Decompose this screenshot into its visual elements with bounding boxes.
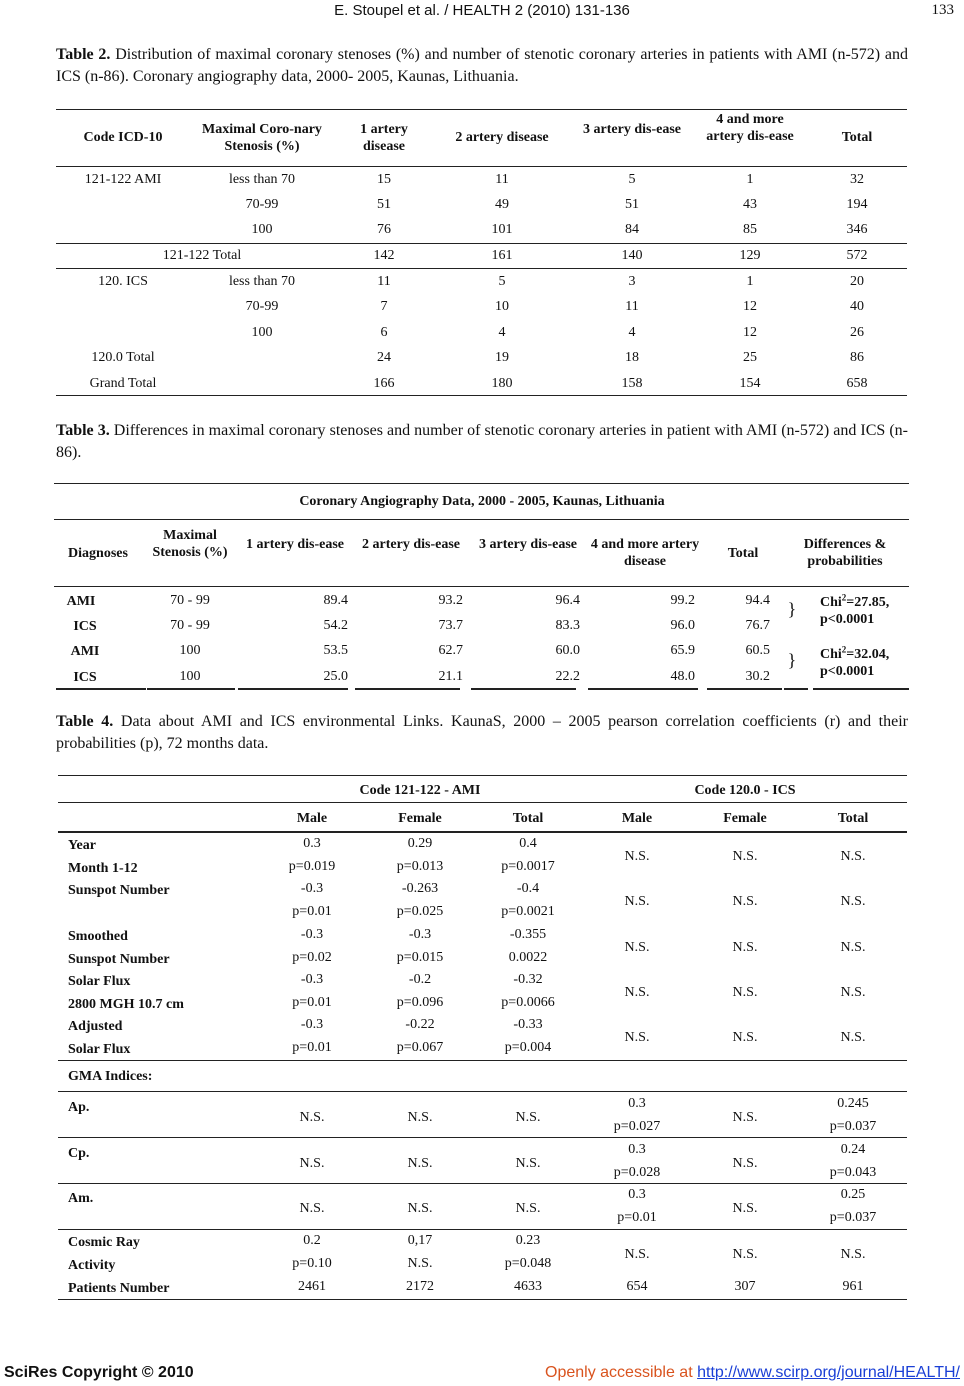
table3-value: 83.3 [555, 618, 580, 633]
table4-p: p=0.015 [396, 950, 444, 965]
table3-value: 25.0 [323, 669, 348, 684]
table3-value: 21.1 [438, 669, 463, 684]
chi-label: Chi [820, 595, 842, 610]
table4-value: N.S. [840, 849, 866, 864]
table2-cell: 51 [625, 197, 639, 212]
table4-value: N.S. [407, 1201, 433, 1216]
table2-cell: 121-122 AMI [84, 172, 162, 187]
table2-cell: 32 [850, 172, 864, 187]
table3-value: 73.7 [438, 618, 463, 633]
table4-value: N.S. [624, 849, 650, 864]
table2-cell: 100 [251, 222, 273, 237]
table2-cell: 120.0 Total [91, 350, 155, 365]
table2-cell: 70-99 [245, 299, 279, 314]
table2-cell: 166 [373, 376, 395, 391]
chi-superscript: 2 [841, 644, 847, 655]
table4-value: N.S. [515, 1156, 541, 1171]
table4-subheader: Male [296, 811, 328, 826]
table4-gma-row-label: Cp. [68, 1146, 90, 1161]
table4-r: 0.3 [628, 1142, 646, 1157]
table4-group-ics: Code 120.0 - ICS [694, 783, 796, 798]
table2-caption-label: Table 2. [56, 46, 111, 63]
table4-gma-row-label: Activity [68, 1258, 116, 1273]
table4-row-label: Sunspot Number [68, 952, 170, 967]
table3-diagnosis: ICS [73, 619, 97, 634]
table2-header: 2 artery disease [455, 130, 549, 145]
table-rule [58, 1137, 907, 1138]
table2-cell: 25 [743, 350, 757, 365]
table2-cell: 100 [251, 325, 273, 340]
table2-cell: 18 [625, 350, 639, 365]
table4-value: N.S. [624, 1247, 650, 1262]
table4-row-label: 2800 MGH 10.7 cm [68, 997, 184, 1012]
journal-link[interactable]: http://www.scirp.org/journal/HEALTH/ [697, 1364, 960, 1381]
table4-row-label: Smoothed [68, 929, 128, 944]
p-value: p<0.0001 [820, 664, 875, 679]
table4-r: -0.22 [405, 1017, 435, 1032]
table4-r: 0.4 [519, 836, 537, 851]
table4-subheader: Female [723, 811, 767, 826]
table2-header: Total [841, 130, 873, 145]
table4-value: N.S. [840, 985, 866, 1000]
table4-p: N.S. [407, 1256, 433, 1271]
table3-diagnosis: AMI [70, 644, 100, 659]
table-rule [58, 1299, 907, 1300]
table4-value: N.S. [732, 1110, 758, 1125]
table3-value: 30.2 [745, 669, 770, 684]
table4-value: N.S. [840, 940, 866, 955]
table3-diagnosis: AMI [66, 594, 96, 609]
table2-cell: 180 [491, 376, 513, 391]
table2-header: Maximal Coro-nary Stenosis (%) [202, 122, 322, 154]
table4-row-label: Adjusted [68, 1019, 123, 1034]
table2-cell: 12 [743, 299, 757, 314]
table4-r: 0,17 [407, 1233, 433, 1248]
table2-cell: 15 [377, 172, 391, 187]
table3-value: 60.5 [745, 643, 770, 658]
table2-cell: 11 [625, 299, 639, 314]
table3-value: 62.7 [438, 643, 463, 658]
table3-value: 96.4 [555, 593, 580, 608]
table2-cell: 43 [743, 197, 757, 212]
table2-cell: 7 [380, 299, 388, 314]
table4-p: p=0.0021 [501, 904, 555, 919]
table2-cell: 142 [373, 248, 395, 263]
table2-header: 3 artery dis-ease [583, 122, 681, 137]
table3-header: 3 artery dis-ease [479, 537, 577, 552]
table3-title: Coronary Angiography Data, 2000 - 2005, Kaunas, Lithuania [299, 494, 665, 509]
table-rule [58, 1229, 907, 1230]
table3-header: 4 and more artery disease [590, 537, 700, 569]
table3-value: 99.2 [670, 593, 695, 608]
table4-value: N.S. [840, 894, 866, 909]
table4-p: p=0.067 [396, 1040, 444, 1055]
table2-cell: 658 [846, 376, 868, 391]
running-header-text: E. Stoupel et al. / HEALTH 2 (2010) 131-136 [334, 2, 630, 19]
table4-value: N.S. [624, 894, 650, 909]
table4-p: p=0.037 [829, 1119, 877, 1134]
table2-cell: less than 70 [228, 172, 296, 187]
table4-value: N.S. [732, 1201, 758, 1216]
table3-value: 60.0 [555, 643, 580, 658]
table4-patients-value: 654 [626, 1279, 648, 1294]
table4-p: p=0.10 [292, 1256, 332, 1271]
table4-gma-row-label: Am. [68, 1191, 94, 1206]
table4-r: -0.2 [408, 972, 432, 987]
table4-value: N.S. [732, 1156, 758, 1171]
table3-header: Total [727, 546, 759, 561]
table4-value: N.S. [732, 849, 758, 864]
table4-p: p=0.02 [292, 950, 332, 965]
table4-p: p=0.0017 [501, 859, 555, 874]
table4-r: 0.3 [628, 1096, 646, 1111]
table2-cell: 346 [846, 222, 868, 237]
table4-p: p=0.027 [613, 1119, 661, 1134]
table4-value: N.S. [732, 1030, 758, 1045]
table4-group-ami: Code 121-122 - AMI [359, 783, 481, 798]
table4-patients-label: Patients Number [68, 1281, 170, 1296]
table4-r: 0.3 [628, 1187, 646, 1202]
table4-subheader: Total [512, 811, 544, 826]
table2-cell: 140 [621, 248, 643, 263]
table4-r: 0.23 [515, 1233, 541, 1248]
table2-header: 1 artery disease [360, 122, 408, 154]
table2-cell: 40 [850, 299, 864, 314]
brace-icon: } [787, 650, 797, 670]
table4-patients-value: 2461 [298, 1279, 326, 1294]
table4-value: N.S. [299, 1201, 325, 1216]
table4-value: N.S. [407, 1156, 433, 1171]
table2-cell: 11 [377, 274, 391, 289]
table4-p: p=0.096 [396, 995, 444, 1010]
table-rule [58, 831, 907, 833]
table3-caption-label: Table 3. [56, 422, 110, 439]
table4-caption-label: Table 4. [56, 713, 114, 730]
table4-value: N.S. [624, 940, 650, 955]
table4-p: p=0.019 [288, 859, 336, 874]
table2-cell: 194 [846, 197, 868, 212]
table4-value: N.S. [732, 894, 758, 909]
table2-cell: 12 [743, 325, 757, 340]
table4-value: N.S. [840, 1030, 866, 1045]
table3-value: 54.2 [323, 618, 348, 633]
table2-cell: 5 [498, 274, 506, 289]
chi-superscript: 2 [841, 592, 847, 603]
table2-cell: 3 [628, 274, 636, 289]
table2-cell: 24 [377, 350, 391, 365]
table2-cell: 10 [495, 299, 509, 314]
table2-cell: less than 70 [228, 274, 296, 289]
table2-cell: 1 [746, 274, 754, 289]
table4-value: N.S. [299, 1110, 325, 1125]
table3-caption-text: Differences in maximal coronary stenoses and number of stenotic coronary arteries in patient with AMI (n-572) and ICS (n-86). [56, 422, 908, 461]
table4-gma-row-label: Ap. [68, 1100, 90, 1115]
table2-cell: 11 [495, 172, 509, 187]
table4-r: -0.3 [408, 927, 432, 942]
table4-r: -0.4 [516, 881, 540, 896]
table-rule [58, 1060, 907, 1061]
table4-r: 0.3 [303, 836, 321, 851]
access-note [545, 1364, 960, 1382]
table4-p: p=0.025 [396, 904, 444, 919]
table2-cell: 70-99 [245, 197, 279, 212]
table2-cell: 76 [377, 222, 391, 237]
table4-p: p=0.01 [292, 995, 332, 1010]
table3-header: Maximal Stenosis (%) [152, 528, 228, 560]
page-number: 133 [931, 2, 954, 18]
table2-cell: 121-122 Total [162, 248, 242, 263]
table2-cell: 6 [380, 325, 388, 340]
table3-stenosis: 70 - 99 [170, 618, 210, 633]
table2-cell: 26 [850, 325, 864, 340]
table3-stenosis: 70 - 99 [170, 593, 210, 608]
table2-cell: 4 [628, 325, 636, 340]
table4-value: N.S. [515, 1110, 541, 1125]
table4-p: p=0.01 [617, 1210, 657, 1225]
table2-cell: 101 [491, 222, 513, 237]
table3-stenosis: 100 [179, 643, 201, 658]
table-rule [58, 1183, 907, 1184]
table4-subheader: Total [837, 811, 869, 826]
table2-cell: Grand Total [89, 376, 157, 391]
table4-row-label: Solar Flux [68, 1042, 131, 1057]
table4-value: N.S. [624, 1030, 650, 1045]
table2-cell: 19 [495, 350, 509, 365]
table4-r: 0.245 [837, 1096, 869, 1111]
table2-cell: 85 [743, 222, 757, 237]
table4-p: p=0.048 [504, 1256, 552, 1271]
table4-r: -0.3 [300, 1017, 324, 1032]
table4-r: -0.32 [513, 972, 543, 987]
table4-r: -0.3 [300, 881, 324, 896]
table4-r: 0.25 [840, 1187, 866, 1202]
copyright: SciRes Copyright © 2010 [4, 1364, 194, 1381]
table4-r: 0.2 [303, 1233, 321, 1248]
table4-caption-text: Data about AMI and ICS environmental Links. KaunaS, 2000 – 2005 pearson correlation coefficients (r) and their probabilities (p), 72 months data. [56, 713, 908, 752]
p-value: p<0.0001 [820, 612, 875, 627]
table4-p: p=0.028 [613, 1165, 661, 1180]
table4-value: N.S. [624, 985, 650, 1000]
table3-value: 94.4 [745, 593, 770, 608]
table2-caption-text: Distribution of maximal coronary stenoses (%) and number of stenotic coronary arteries in patients with AMI (n-572) and ICS (n-86). Coronary angiography data, 2000- 2005, Kaunas, Lithuania. [56, 46, 908, 85]
table2-cell: 1 [746, 172, 754, 187]
table2-cell: 4 [498, 325, 506, 340]
table4-value: N.S. [840, 1247, 866, 1262]
table4-p: p=0.013 [396, 859, 444, 874]
access-text: Openly accessible at [545, 1364, 693, 1381]
table3-diagnosis: ICS [73, 670, 97, 685]
table4-p: p=0.004 [504, 1040, 552, 1055]
table4-patients-value: 2172 [406, 1279, 434, 1294]
table4-r: -0.33 [513, 1017, 543, 1032]
table2-cell: 129 [739, 248, 761, 263]
table4-value: N.S. [732, 985, 758, 1000]
brace-icon: } [787, 599, 797, 619]
table3-value: 76.7 [745, 618, 770, 633]
table2-cell: 161 [491, 248, 513, 263]
table2-cell: 154 [739, 376, 761, 391]
table2-cell: 120. ICS [98, 274, 148, 289]
table3-value: 22.2 [555, 669, 580, 684]
table4-subheader: Male [621, 811, 653, 826]
table4-p: 0.0022 [508, 950, 548, 965]
table4-value: N.S. [407, 1110, 433, 1125]
table2-cell: 84 [625, 222, 639, 237]
table3-value: 48.0 [670, 669, 695, 684]
table4-subheader: Female [398, 811, 442, 826]
table3-value: 53.5 [323, 643, 348, 658]
chi-value: =32.04, [846, 647, 890, 662]
table4-patients-value: 307 [734, 1279, 756, 1294]
table4-row-label: Sunspot Number [68, 883, 170, 898]
table4-p: p=0.0066 [501, 995, 555, 1010]
table3-header: Differences & probabilities [803, 537, 887, 569]
table4-row-label: Solar Flux [68, 974, 131, 989]
table2-cell: 20 [850, 274, 864, 289]
table2-cell: 49 [495, 197, 509, 212]
table4-r: -0.355 [509, 927, 547, 942]
table4-p: p=0.01 [292, 904, 332, 919]
table3-value: 89.4 [323, 593, 348, 608]
table3-value: 65.9 [670, 643, 695, 658]
table2-cell: 158 [621, 376, 643, 391]
table4-row-label: Year [68, 838, 96, 853]
table2-header: Code ICD-10 [83, 130, 163, 145]
table4-r: -0.263 [401, 881, 439, 896]
table4-value: N.S. [732, 1247, 758, 1262]
table-rule [58, 775, 907, 776]
table4-gma-row-label: Cosmic Ray [68, 1235, 140, 1250]
table2-header: 4 and more artery dis-ease [706, 112, 794, 144]
table-rule [58, 1091, 907, 1092]
table3-stenosis: 100 [179, 669, 201, 684]
table4-patients-value: 4633 [514, 1279, 542, 1294]
table4-p: p=0.043 [829, 1165, 877, 1180]
table4-r: 0.29 [407, 836, 433, 851]
table4-r: -0.3 [300, 927, 324, 942]
table4-r: 0.24 [840, 1142, 866, 1157]
chi-label: Chi [820, 647, 842, 662]
table3-value: 96.0 [670, 618, 695, 633]
table-rule [58, 802, 907, 803]
table2-cell: 5 [628, 172, 636, 187]
table4-p: p=0.01 [292, 1040, 332, 1055]
table4-value: N.S. [299, 1156, 325, 1171]
table3-value: 93.2 [438, 593, 463, 608]
table4-value: N.S. [732, 940, 758, 955]
table2-cell: 51 [377, 197, 391, 212]
table4-row-label: Month 1-12 [68, 861, 138, 876]
table4-r: -0.3 [300, 972, 324, 987]
table2-cell: 86 [850, 350, 864, 365]
table3-header: Diagnoses [68, 546, 128, 561]
chi-value: =27.85, [846, 595, 890, 610]
table4-gma-label: GMA Indices: [68, 1069, 153, 1084]
table3-header: 2 artery dis-ease [362, 537, 460, 552]
table4-patients-value: 961 [842, 1279, 864, 1294]
table4-p: p=0.037 [829, 1210, 877, 1225]
table2-cell: 572 [846, 248, 868, 263]
table3-header: 1 artery dis-ease [246, 537, 344, 552]
table4-value: N.S. [515, 1201, 541, 1216]
